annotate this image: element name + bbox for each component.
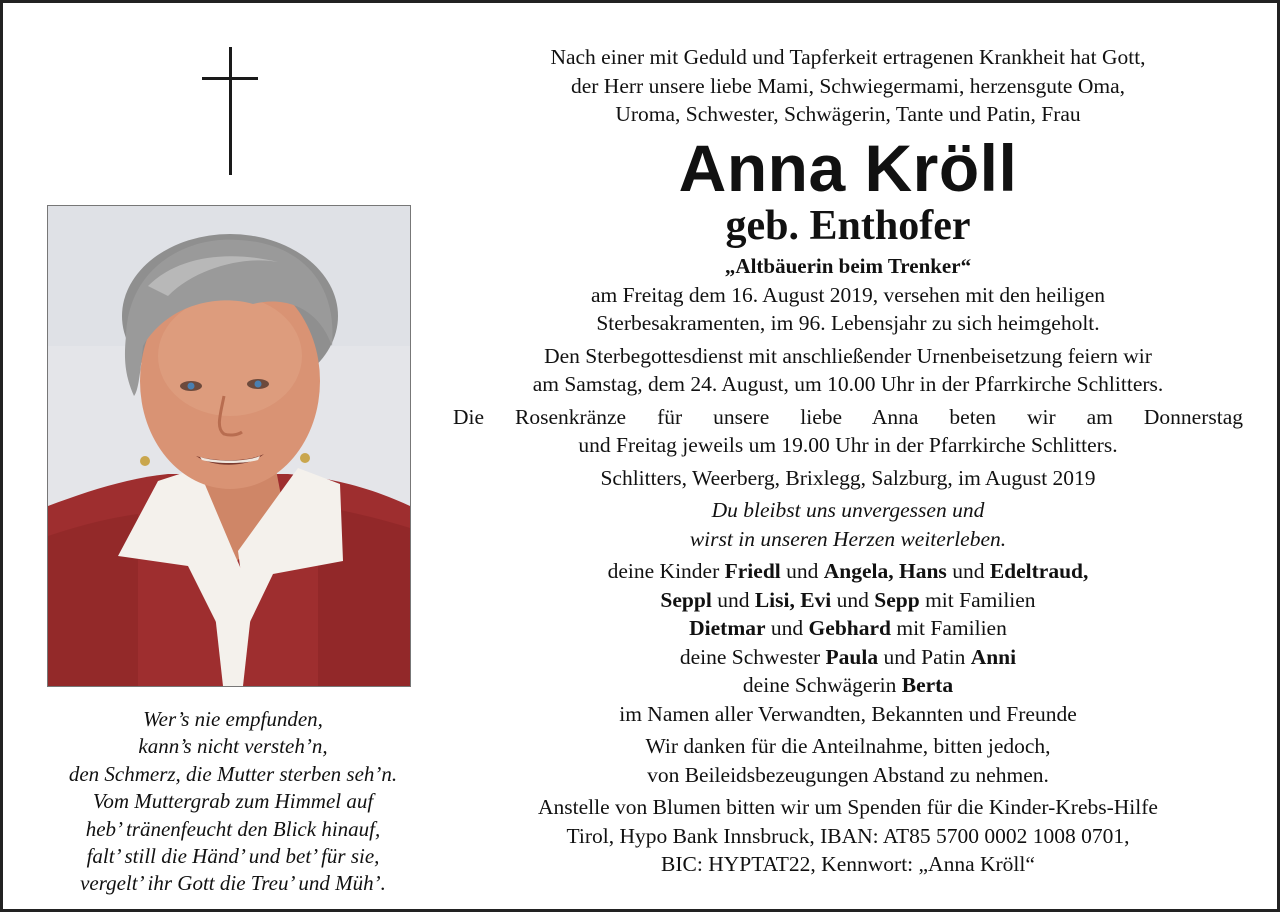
mourners-line: im Namen aller Verwandten, Bekannten und Freunde — [619, 701, 1077, 726]
funeral-line: Den Sterbegottesdienst mit anschließender Urnenbeisetzung feiern wir — [544, 343, 1152, 368]
mourners-line: Seppl und Lisi, Evi und Sepp mit Familien — [660, 587, 1036, 612]
donation-line: BIC: HYPTAT22, Kennwort: „Anna Kröll“ — [661, 852, 1035, 876]
poem-line: den Schmerz, die Mutter sterben seh’n. — [68, 761, 398, 786]
maiden-name: geb. Enthofer — [725, 202, 971, 249]
donation-line: Anstelle von Blumen bitten wir um Spenden für die Kinder-Krebs-Hilfe — [538, 795, 1158, 819]
nickname: „Altbäuerin beim Trenker“ — [724, 253, 972, 278]
deceased-name: Anna Kröll — [678, 130, 1018, 205]
poem-line: falt’ still die Händ’ und bet’ für sie, — [86, 844, 380, 869]
mourners-line: deine Kinder Friedl und Angela, Hans und Edeltraud, — [607, 559, 1089, 583]
portrait-photo — [47, 205, 411, 687]
death-notice-line: am Freitag dem 16. August 2019, versehen mit den heiligen — [590, 282, 1106, 307]
rosary-line: und Freitag jeweils um 19.00 Uhr in der Pfarrkirche Schlitters. — [578, 433, 1118, 457]
poem-line: vergelt’ ihr Gott die Treu’ und Müh’. — [80, 871, 386, 896]
poem — [23, 706, 443, 898]
mourners-line: deine Schwägerin Berta — [742, 673, 954, 697]
funeral-line: am Samstag, dem 24. August, um 10.00 Uhr in der Pfarrkirche Schlitters. — [532, 372, 1164, 396]
mourners-line: deine Schwester Paula und Patin Anni — [679, 644, 1017, 669]
poem-line: Wer’s nie empfunden, — [143, 707, 323, 731]
donation-line: Tirol, Hypo Bank Innsbruck, IBAN: AT85 5700 0002 1008 0701, — [566, 823, 1130, 848]
intro-line: Nach einer mit Geduld und Tapferkeit ertragenen Krankheit hat Gott, — [550, 45, 1146, 69]
notice-text — [453, 43, 1243, 879]
place-date: Schlitters, Weerberg, Brixlegg, Salzburg, im August 2019 — [600, 465, 1096, 490]
motto-line: Du bleibst uns unvergessen und — [711, 498, 985, 522]
thanks-line: von Beileidsbezeugungen Abstand zu nehmen. — [647, 762, 1049, 787]
motto-line: wirst in unseren Herzen weiterleben. — [689, 526, 1007, 551]
intro-line: Uroma, Schwester, Schwägerin, Tante und Patin, Frau — [615, 102, 1081, 126]
death-notice-line: Sterbesakramenten, im 96. Lebensjahr zu sich heimgeholt. — [596, 311, 1100, 335]
rosary-line: Die Rosenkränze für unsere liebe Anna beten wir am Donnerstag — [453, 404, 1243, 429]
intro-line: der Herr unsere liebe Mami, Schwiegermami, herzensgute Oma, — [570, 73, 1125, 98]
cross-icon — [202, 47, 260, 177]
poem-line: heb’ tränenfeucht den Blick hinauf, — [85, 816, 381, 841]
poem-line: Vom Muttergrab zum Himmel auf — [92, 789, 374, 814]
poem-line: kann’s nicht versteh’n, — [138, 734, 328, 759]
thanks-line: Wir danken für die Anteilnahme, bitten jedoch, — [645, 734, 1051, 758]
mourners-line: Dietmar und Gebhard mit Familien — [689, 616, 1007, 640]
